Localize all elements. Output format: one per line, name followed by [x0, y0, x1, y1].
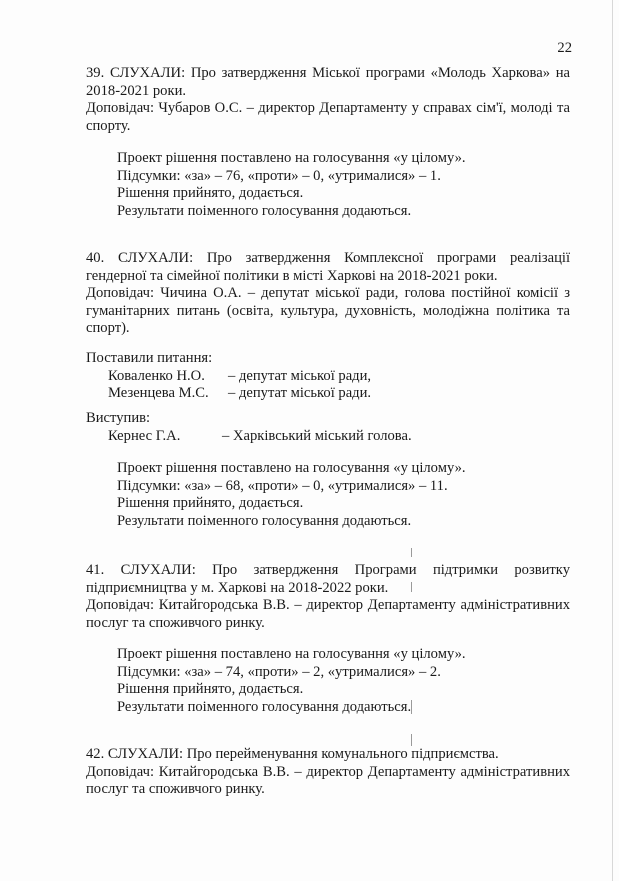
speech-row: [108, 428, 570, 446]
item-heading: 41. СЛУХАЛИ: Про затвердження Програми підтримки розвитку підприємництва у м. Харкові на 2018-2022 роки.: [86, 562, 570, 596]
scan-mark: [411, 582, 412, 592]
agenda-item-41: [86, 562, 570, 632]
questions-label: Поставили питання:: [86, 350, 213, 366]
vote-line-1: Проект рішення поставлено на голосування «у цілому».: [117, 460, 466, 476]
item-heading: 40. СЛУХАЛИ: Про затвердження Комплексної програми реалізації гендерної та сімейної політики в місті Харкові на 2018-2021 роки.: [86, 250, 570, 284]
speeches-label: Виступив:: [86, 410, 151, 426]
vote-line-2: Підсумки: «за» – 76, «проти» – 0, «утрималися» – 1.: [117, 167, 441, 184]
item-heading: 42. СЛУХАЛИ: Про перейменування комунального підприємства.: [86, 746, 499, 762]
vote-line-3: Рішення прийнято, додається.: [117, 185, 304, 201]
vote-line-4: Результати поіменного голосування додаються.: [117, 698, 412, 715]
vote-line-2: Підсумки: «за» – 74, «проти» – 2, «утрималися» – 2.: [117, 663, 441, 680]
speeches-block-40: [86, 410, 570, 445]
vote-block-40: [86, 460, 570, 530]
scan-mark: [411, 548, 412, 557]
vote-line-1: Проект рішення поставлено на голосування «у цілому».: [117, 646, 466, 662]
vote-line-4: Результати поіменного голосування додаються.: [117, 202, 412, 219]
agenda-item-42: [86, 746, 570, 799]
speaker-name: Мезенцева М.С.: [108, 385, 209, 401]
questions-block-40: [86, 350, 570, 403]
question-row: [108, 368, 570, 386]
speaker-name: Коваленко Н.О.: [108, 367, 205, 384]
item-reporter: Доповідач: Китайгородська В.В. – директор Департаменту адміністративних послуг та споживчого ринку.: [86, 763, 570, 797]
agenda-item-40: [86, 250, 570, 338]
vote-block-41: [86, 646, 570, 716]
item-reporter: Доповідач: Китайгородська В.В. – директор Департаменту адміністративних послуг та споживчого ринку.: [86, 597, 570, 631]
vote-line-3: Рішення прийнято, додається.: [117, 495, 304, 511]
question-row: [108, 385, 570, 403]
scan-mark: [411, 700, 412, 714]
vote-line-1: Проект рішення поставлено на голосування «у цілому».: [117, 150, 466, 166]
speaker-role: – Харківський міський голова.: [222, 427, 412, 444]
item-reporter: Доповідач: Чубаров О.С. – директор Департаменту у справах сім'ї, молоді та спорту.: [86, 100, 570, 134]
speaker-name: Кернес Г.А.: [108, 427, 181, 444]
vote-line-2: Підсумки: «за» – 68, «проти» – 0, «утрималися» – 11.: [117, 477, 448, 494]
speaker-role: – депутат міської ради.: [228, 385, 372, 401]
page-number: 22: [557, 40, 572, 56]
scan-mark: [411, 734, 412, 746]
vote-block-39: [86, 150, 570, 220]
item-reporter: Доповідач: Чичина О.А. – депутат міської ради, голова постійної комісії з гуманітарних питань (освіта, культура, духовність, молодіжна політика та спорт).: [86, 285, 570, 336]
agenda-item-39: [86, 65, 570, 135]
speaker-role: – депутат міської ради,: [228, 367, 372, 384]
vote-line-3: Рішення прийнято, додається.: [117, 681, 304, 697]
vote-line-4: Результати поіменного голосування додаються.: [117, 512, 412, 529]
item-heading: 39. СЛУХАЛИ: Про затвердження Міської програми «Молодь Харкова» на 2018-2021 роки.: [86, 65, 570, 99]
scan-edge: [612, 0, 613, 881]
